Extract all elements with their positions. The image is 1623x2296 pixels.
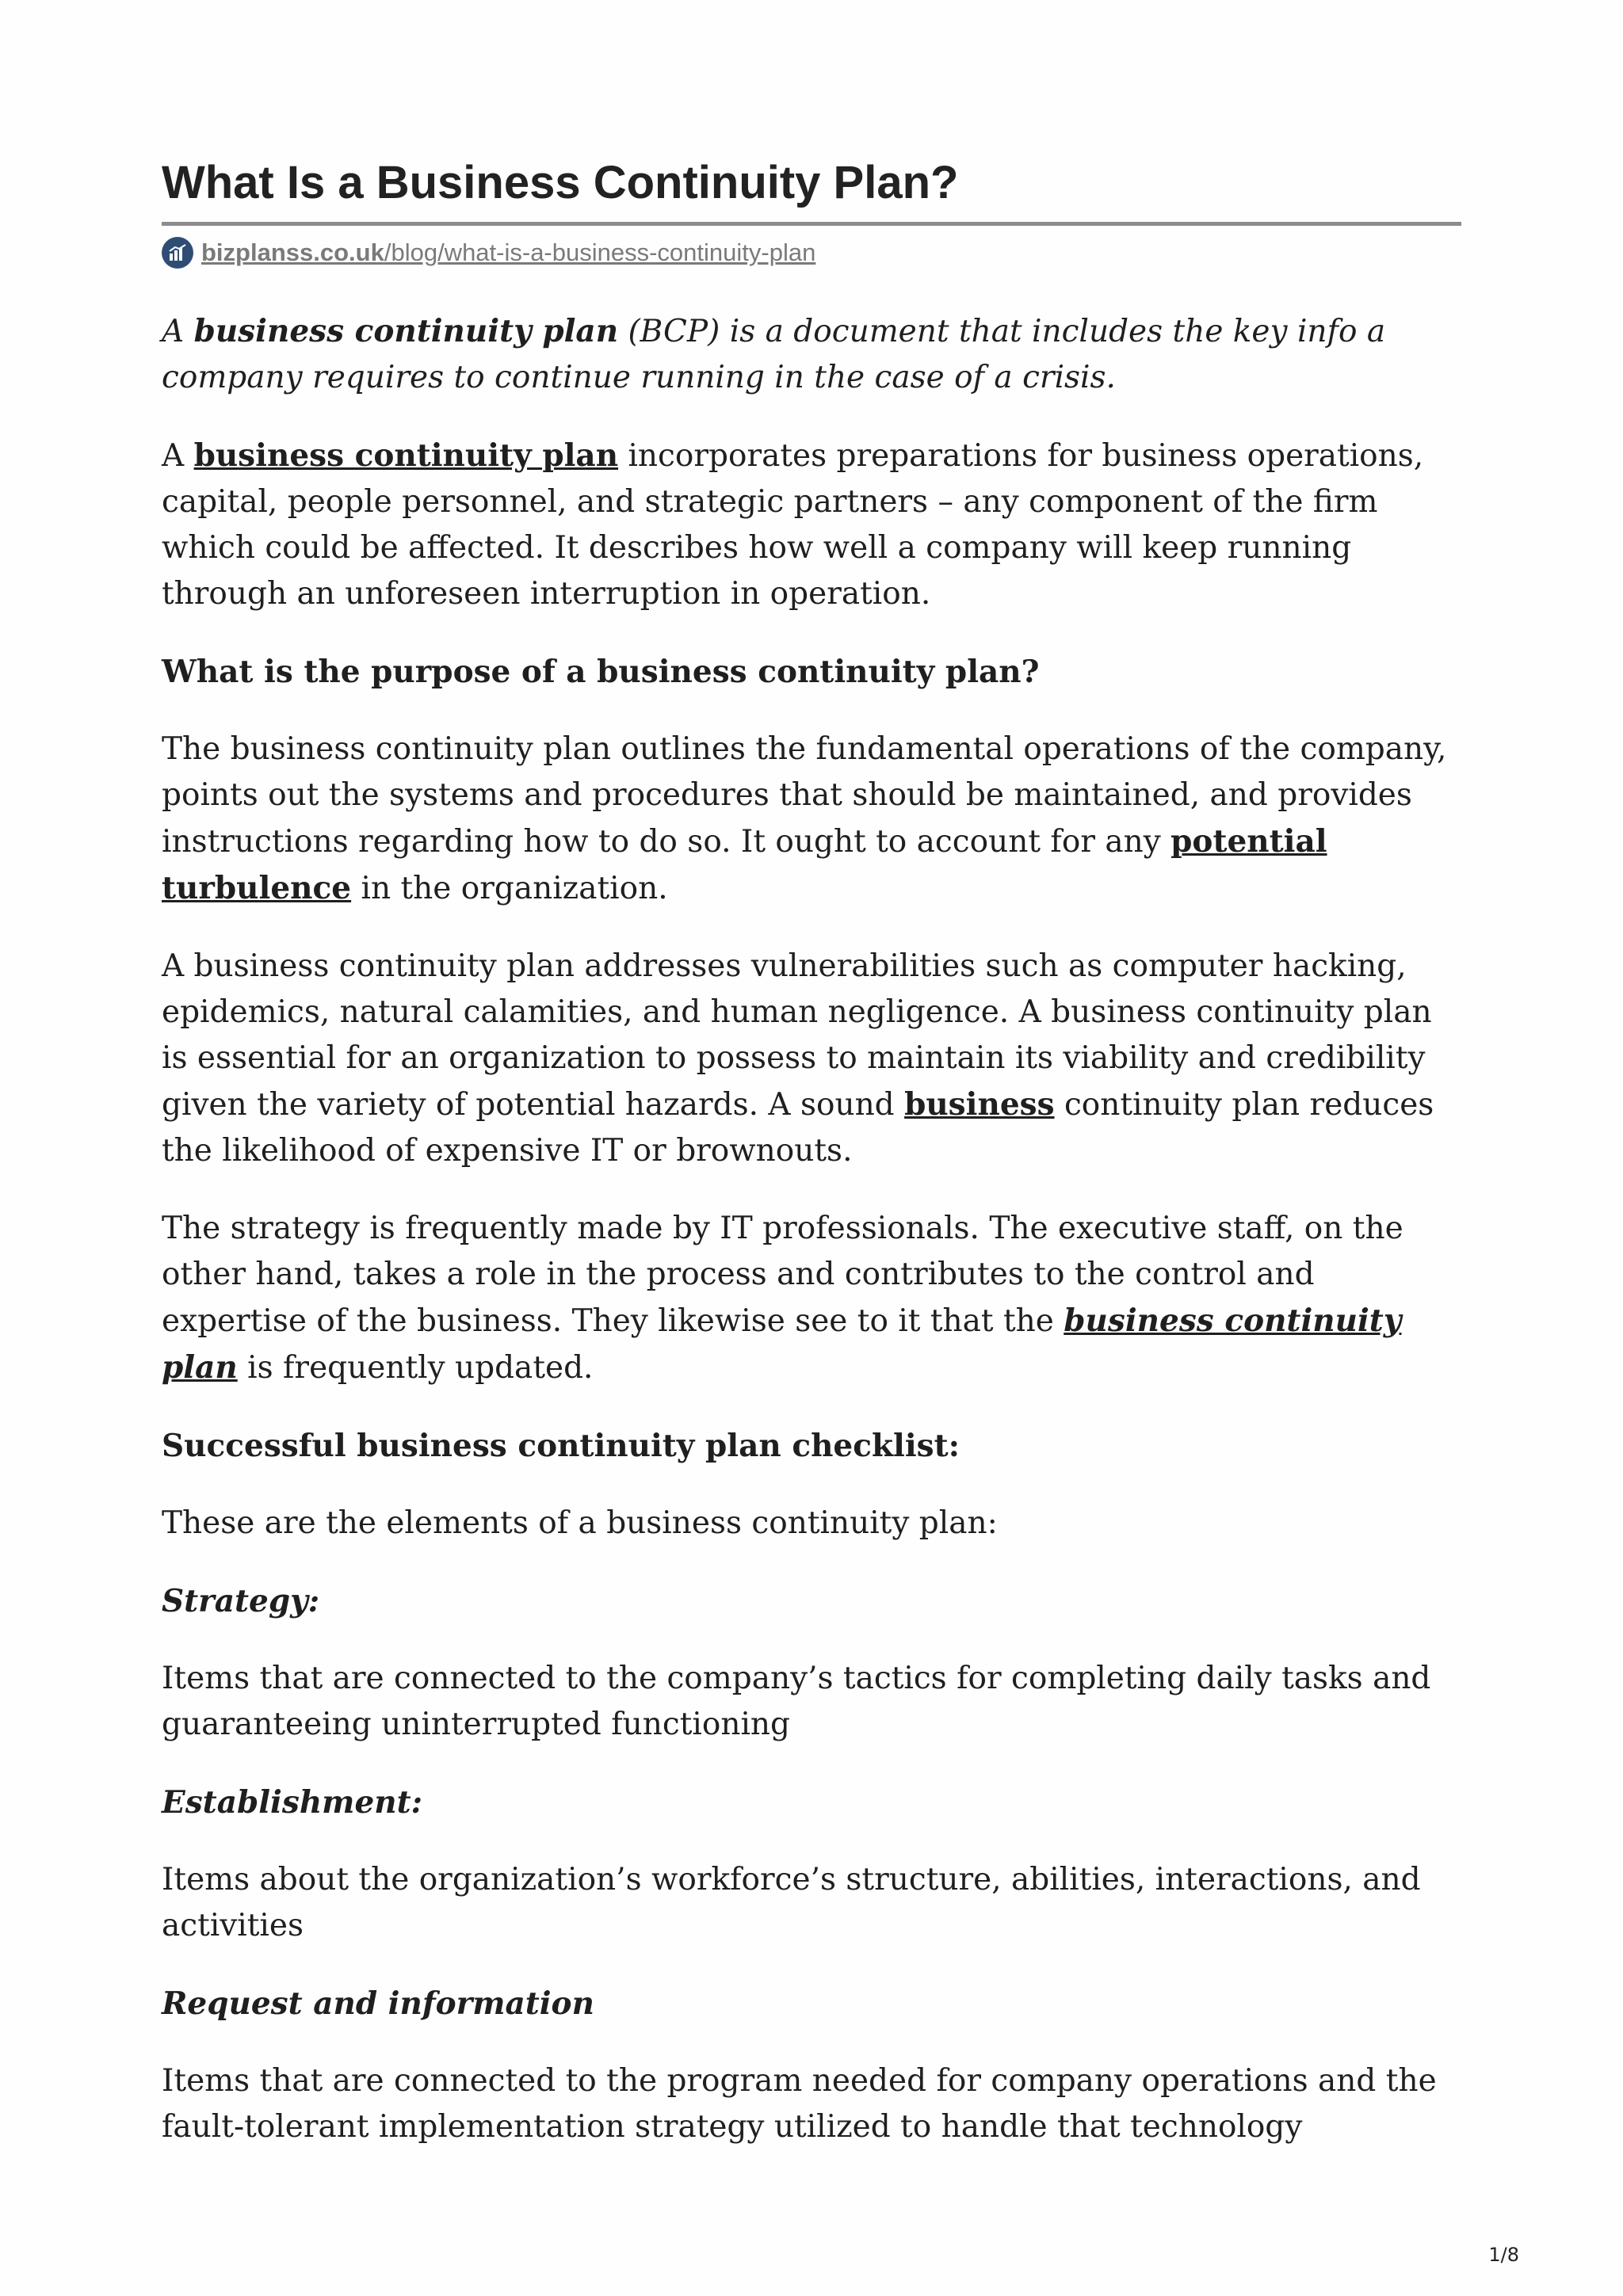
intro-term: business continuity plan xyxy=(193,313,619,349)
intro-rest: (BCP) is a document that includes the key info a company requires to continue running in the case of a crisis. xyxy=(162,314,1386,395)
element-text-establishment: Items about the organization’s workforce’s structure, abilities, interactions, and activities xyxy=(162,1862,1421,1943)
paragraph-1 xyxy=(162,433,1461,617)
p3-lead: A business continuity plan addresses vulnerabilities such as computer hacking, epidemics, natural calamities, and human negligence. A business continuity plan is essential for an organization to possess to maintain its viability and credibility given the variety of potential hazards. A sound xyxy=(162,948,1432,1123)
paragraph-4 xyxy=(162,1206,1461,1391)
p2-lead: The business continuity plan outlines the fundamental operations of the company, points out the systems and procedures that should be maintained, and provides instructions regarding how to do so. It ought to account for any xyxy=(162,731,1447,860)
source-domain: bizplanss.co.uk xyxy=(201,238,384,266)
source-path: /blog/what-is-a-business-continuity-plan xyxy=(384,238,816,266)
paragraph-2 xyxy=(162,727,1461,912)
business-link[interactable]: business xyxy=(904,1086,1055,1123)
checklist-heading: Successful business continuity plan checklist: xyxy=(162,1428,960,1464)
p4-lead: The strategy is frequently made by IT professionals. The executive staff, on the other hand, takes a role in the process and contributes to the control and expertise of the business. They likewise see to it that the xyxy=(162,1211,1403,1339)
paragraph-3 xyxy=(162,944,1461,1174)
potential-turbulence-link[interactable]: potential turbulence xyxy=(162,823,1327,906)
element-heading-strategy: Strategy: xyxy=(162,1583,320,1619)
article-body xyxy=(162,308,1461,2150)
bcp-link-1[interactable]: business continuity plan xyxy=(193,437,619,474)
element-heading-request: Request and information xyxy=(162,1985,594,2022)
page-number: 1/8 xyxy=(1488,2244,1519,2266)
intro-lead: A xyxy=(162,314,194,349)
p4-rest: is frequently updated. xyxy=(237,1350,594,1386)
intro-paragraph xyxy=(162,308,1461,401)
page-title: What Is a Business Continuity Plan? xyxy=(162,157,959,208)
bizplanss-logo-icon xyxy=(162,237,193,269)
element-heading-establishment: Establishment: xyxy=(162,1784,423,1821)
source-link-row xyxy=(162,237,1461,269)
bcp-link-2[interactable]: business continuity plan xyxy=(162,1302,1402,1386)
p1-rest: incorporates preparations for business operations, capital, people personnel, and strategic partners – any component of the firm which could be affected. It describes how well a company will keep running through an unforeseen interruption in operation. xyxy=(162,438,1424,612)
element-text-strategy: Items that are connected to the company’s tactics for completing daily tasks and guaranteeing uninterrupted functioning xyxy=(162,1661,1431,1742)
purpose-heading: What is the purpose of a business continuity plan? xyxy=(162,654,1040,690)
element-text-request: Items that are connected to the program needed for company operations and the fault-tolerant implementation strategy utilized to handle that technology xyxy=(162,2063,1437,2145)
p1-lead: A xyxy=(162,438,194,474)
p3-rest: continuity plan reduces the likelihood of expensive IT or brownouts. xyxy=(162,1087,1434,1169)
title-divider xyxy=(162,222,1461,226)
paragraph-5: These are the elements of a business continuity plan: xyxy=(162,1505,998,1541)
source-url-link[interactable] xyxy=(201,238,815,267)
document-page xyxy=(162,155,1461,2182)
p2-rest: in the organization. xyxy=(351,871,668,906)
